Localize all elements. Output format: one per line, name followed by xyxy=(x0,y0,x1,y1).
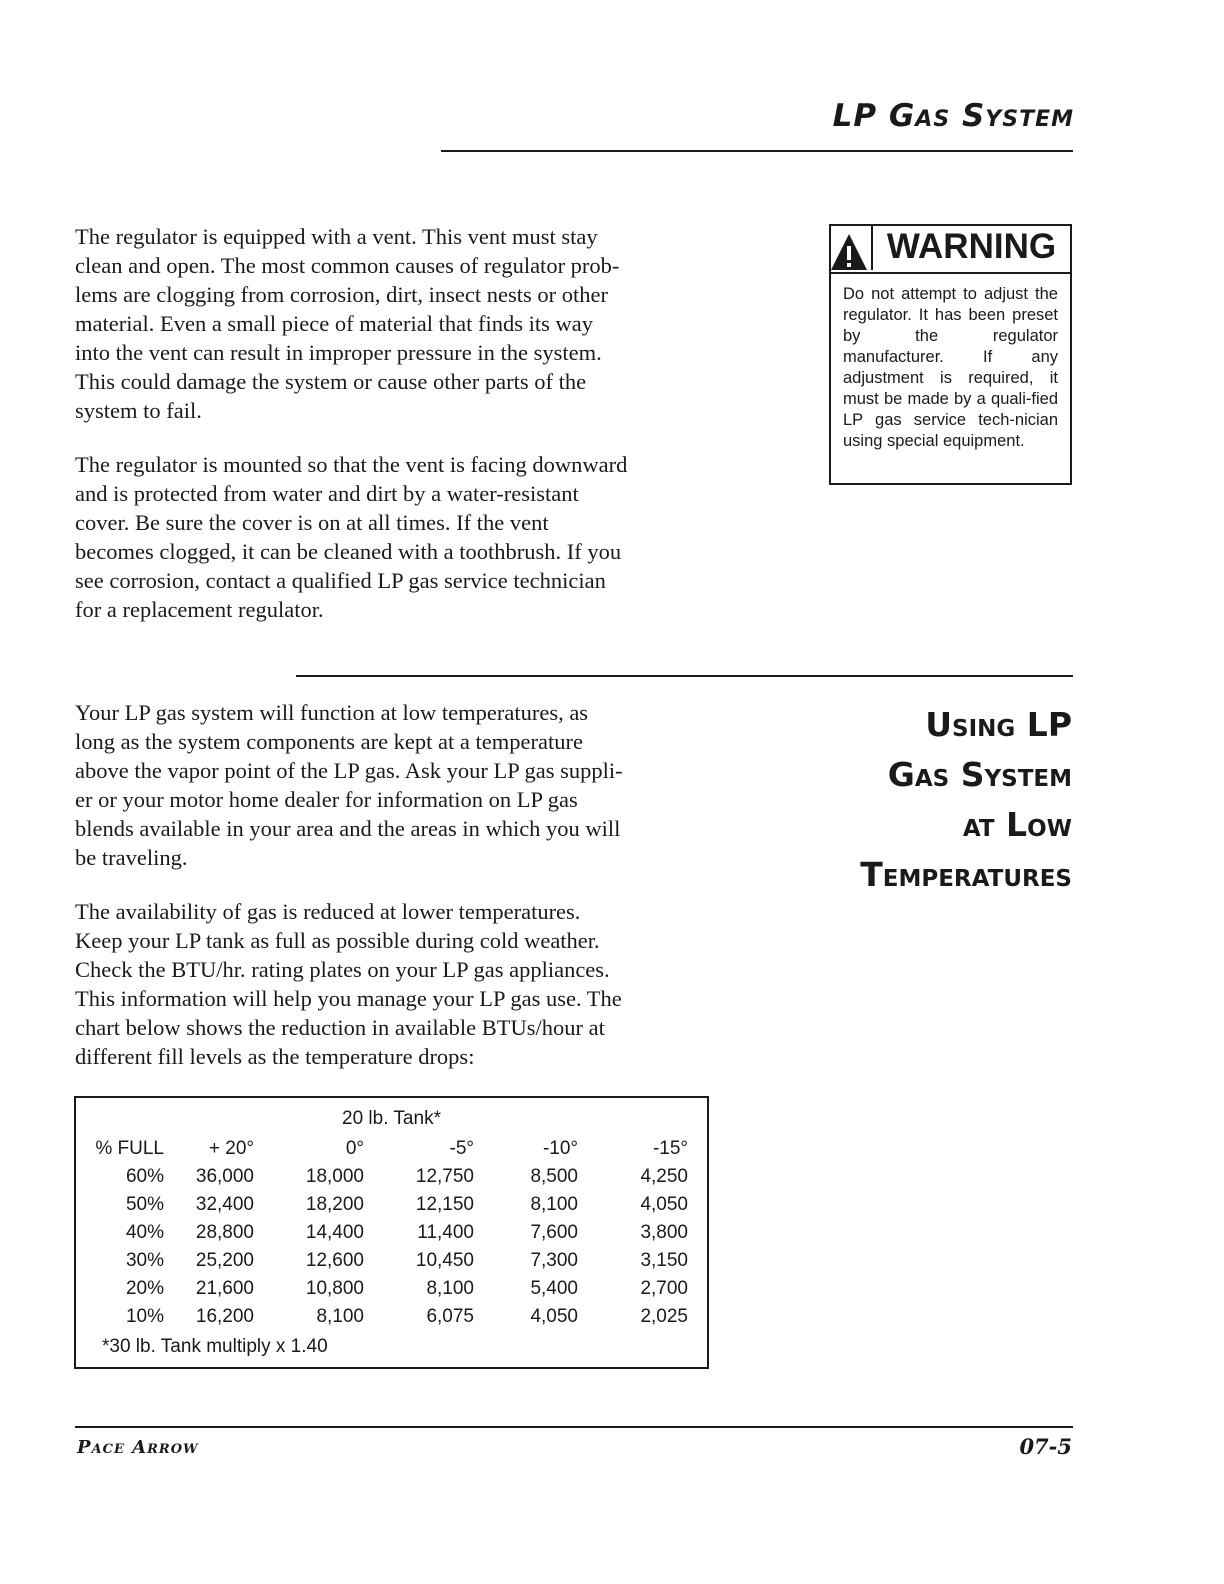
table-cell: 18,200 xyxy=(305,1194,364,1215)
text-line: chart below shows the reduction in available BTUs/hour at xyxy=(75,1015,605,1040)
table-header-cell: 0° xyxy=(345,1138,364,1159)
text-line: This information will help you manage your LP gas use. The xyxy=(75,986,622,1011)
table-cell: 8,100 xyxy=(530,1194,578,1215)
table-cell: 3,150 xyxy=(640,1250,688,1271)
table-cell: 4,050 xyxy=(640,1194,688,1215)
table-cell: 4,250 xyxy=(640,1166,688,1187)
text-line: becomes clogged, it can be cleaned with a toothbrush. If you xyxy=(75,539,622,564)
text-line: material. Even a small piece of material that finds its way xyxy=(75,311,593,336)
page-header-title: LP Gas System xyxy=(832,98,1074,134)
warning-header xyxy=(831,226,1070,274)
text-line: The availability of gas is reduced at lower temperatures. xyxy=(75,899,581,924)
warning-label: WARNING xyxy=(871,224,1070,270)
table-cell: 10,800 xyxy=(305,1278,364,1299)
text-line: long as the system components are kept at a temperature xyxy=(75,729,583,754)
section-heading xyxy=(792,700,1072,900)
table-cell: 8,100 xyxy=(426,1278,474,1299)
text-line: system to fail. xyxy=(75,398,202,423)
table-cell: 12,150 xyxy=(415,1194,474,1215)
paragraph-regulator-vent xyxy=(75,222,715,425)
table-cell: 12,600 xyxy=(305,1250,364,1271)
footer-page-number: 07-5 xyxy=(1019,1434,1072,1459)
text-line: above the vapor point of the LP gas. Ask your LP gas suppli- xyxy=(75,758,623,783)
table-row-label: 40% xyxy=(125,1222,164,1243)
text-line: into the vent can result in improper pressure in the system. xyxy=(75,340,602,365)
table-cell: 6,075 xyxy=(426,1306,474,1327)
paragraph-gas-availability xyxy=(75,897,715,1071)
table-header-cell: + 20° xyxy=(208,1138,254,1159)
text-line: This could damage the system or cause other parts of the xyxy=(75,369,587,394)
table-cell: 11,400 xyxy=(417,1222,474,1243)
table-row-label: 50% xyxy=(125,1194,164,1215)
table-header-cell: -5° xyxy=(449,1138,474,1159)
table-cell: 3,800 xyxy=(640,1222,688,1243)
table-cell: 32,400 xyxy=(195,1194,254,1215)
table-header-cell: % FULL xyxy=(95,1138,164,1159)
text-line: Your LP gas system will function at low temperatures, as xyxy=(75,700,589,725)
table-cell: 28,800 xyxy=(195,1222,254,1243)
table-cell: 7,300 xyxy=(530,1250,578,1271)
table-cell: 10,450 xyxy=(415,1250,474,1271)
table-cell: 4,050 xyxy=(530,1306,578,1327)
warning-box xyxy=(829,224,1072,485)
warning-triangle-icon xyxy=(829,232,869,272)
heading-line: Temperatures xyxy=(860,855,1072,894)
table-cell: 2,700 xyxy=(640,1278,688,1299)
text-line: be traveling. xyxy=(75,845,188,870)
text-line: blends available in your area and the areas in which you will xyxy=(75,816,621,841)
section-rule xyxy=(296,675,1073,677)
table-header-cell: -10° xyxy=(542,1138,578,1159)
table-cell: 7,600 xyxy=(530,1222,578,1243)
paragraph-low-temp-function xyxy=(75,698,715,872)
heading-line: Gas System xyxy=(887,755,1072,794)
text-line: and is protected from water and dirt by a water-resistant xyxy=(75,481,579,506)
warning-text: Do not attempt to adjust the regulator. It has been preset by the regulator manufacturer. If any adjustment is required, it must be made by a quali-fied LP gas service tech-nician using special equipment. xyxy=(843,285,1058,450)
table-cell: 5,400 xyxy=(530,1278,578,1299)
text-line: The regulator is equipped with a vent. This vent must stay xyxy=(75,224,598,249)
paragraph-regulator-cover xyxy=(75,450,715,624)
footer-rule xyxy=(75,1426,1073,1428)
table-caption: 20 lb. Tank* xyxy=(342,1108,441,1129)
text-line: Check the BTU/hr. rating plates on your LP gas appliances. xyxy=(75,957,610,982)
table-row-label: 60% xyxy=(125,1166,164,1187)
table-cell: 16,200 xyxy=(195,1306,254,1327)
table-row-label: 20% xyxy=(125,1278,164,1299)
heading-line: Using LP xyxy=(925,705,1072,744)
text-line: The regulator is mounted so that the vent is facing downward xyxy=(75,452,628,477)
text-line: cover. Be sure the cover is on at all times. If the vent xyxy=(75,510,549,535)
table-cell: 14,400 xyxy=(305,1222,364,1243)
heading-line: at Low xyxy=(962,805,1072,844)
table-row-label: 30% xyxy=(125,1250,164,1271)
header-rule xyxy=(441,150,1073,152)
footer-manual-title: Pace Arrow xyxy=(77,1437,199,1458)
table-cell: 21,600 xyxy=(195,1278,254,1299)
text-line: different fill levels as the temperature drops: xyxy=(75,1044,475,1069)
text-line: lems are clogging from corrosion, dirt, insect nests or other xyxy=(75,282,608,307)
table-row-label: 10% xyxy=(125,1306,164,1327)
table-cell: 8,500 xyxy=(530,1166,578,1187)
table-cell: 36,000 xyxy=(195,1166,254,1187)
table-cell: 2,025 xyxy=(640,1306,688,1327)
btu-table xyxy=(74,1096,709,1369)
text-line: er or your motor home dealer for information on LP gas xyxy=(75,787,578,812)
table-cell: 18,000 xyxy=(305,1166,364,1187)
text-line: Keep your LP tank as full as possible during cold weather. xyxy=(75,928,600,953)
table-footnote: *30 lb. Tank multiply x 1.40 xyxy=(102,1336,328,1357)
text-line: for a replacement regulator. xyxy=(75,597,324,622)
table-cell: 25,200 xyxy=(195,1250,254,1271)
table-header-cell: -15° xyxy=(652,1138,688,1159)
text-line: clean and open. The most common causes of regulator prob- xyxy=(75,253,620,278)
table-cell: 8,100 xyxy=(316,1306,364,1327)
table-cell: 12,750 xyxy=(415,1166,474,1187)
text-line: see corrosion, contact a qualified LP gas service technician xyxy=(75,568,606,593)
